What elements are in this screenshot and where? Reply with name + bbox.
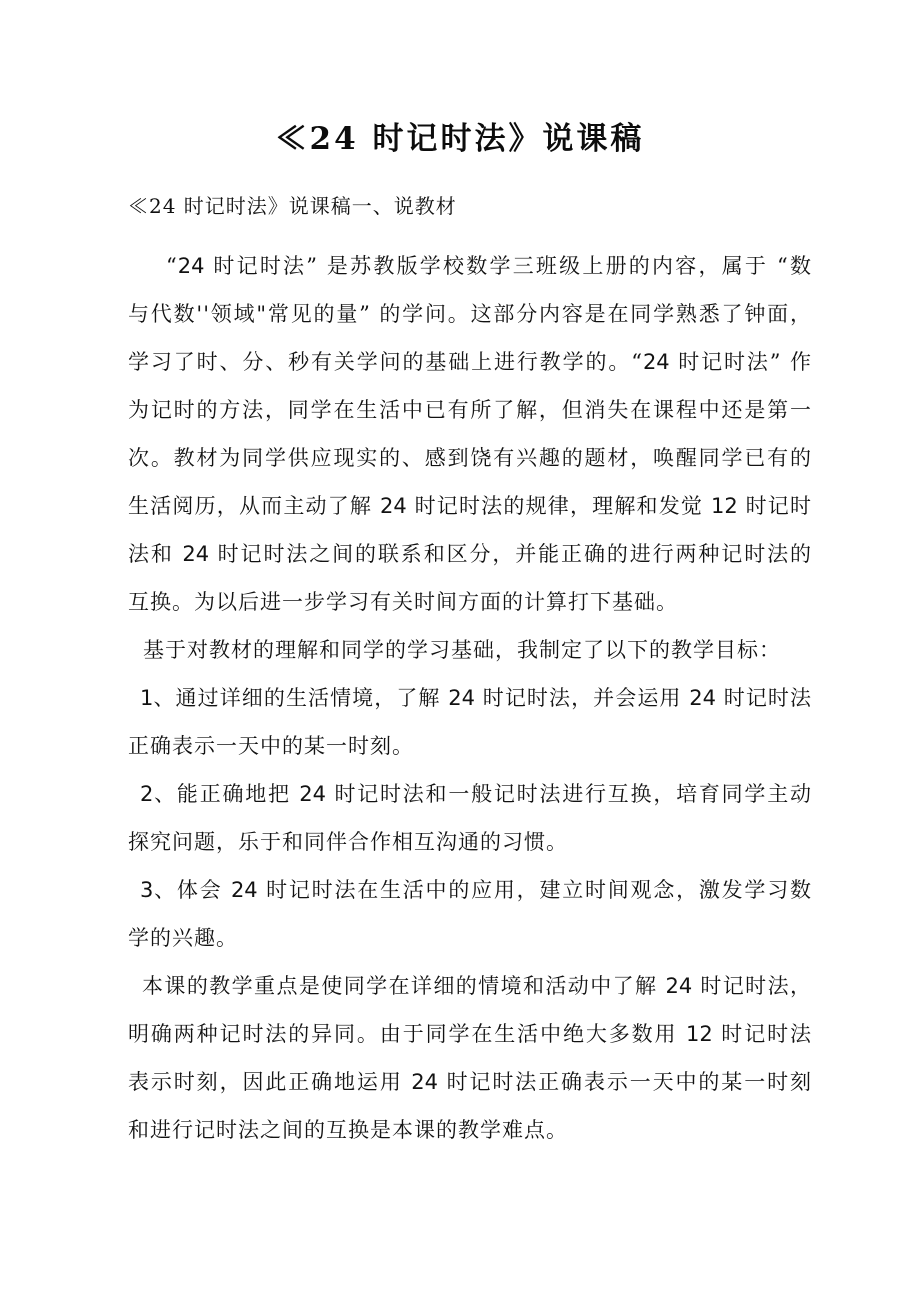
document-subtitle: ≪24 时记时法》说课稿一、说教材 — [128, 194, 457, 218]
para-key-difficult-points — [128, 962, 812, 1154]
text-line: 明确两种记时法的异同。由于同学在生活中绝大多数用 12 时记时法 — [128, 1022, 812, 1046]
numeral: 24 — [665, 974, 693, 998]
text-line: 互换。为以后进一步学习有关时间方面的计算打下基础。 — [128, 590, 678, 614]
numeral: 24 — [177, 254, 205, 278]
numeral: 12 — [686, 1022, 713, 1046]
para-goals-intro — [128, 626, 812, 674]
numeral: 1 — [140, 686, 154, 710]
numeral: 2 — [140, 782, 154, 806]
text-line: 1、通过详细的生活情境，了解 24 时记时法，并会运用 24 时记时法 — [140, 686, 812, 710]
para-goal-1 — [128, 674, 812, 770]
text-line: 探究问题，乐于和同伴合作相互沟通的习惯。 — [128, 830, 568, 854]
text-line: 学的兴趣。 — [128, 926, 238, 950]
document-body — [128, 242, 812, 1154]
numeral: 24 — [380, 494, 407, 518]
text-line: 2、能正确地把 24 时记时法和一般记时法进行互换，培育同学主动 — [140, 782, 812, 806]
numeral: 24 — [448, 686, 475, 710]
para-goal-2 — [128, 770, 812, 866]
numeral: 24 — [411, 1070, 439, 1094]
numeral: 3 — [140, 878, 154, 902]
numeral: 24 — [689, 686, 716, 710]
numeral: 12 — [710, 494, 738, 518]
text-line: 表示时刻，因此正确地运用 24 时记时法正确表示一天中的某一时刻 — [128, 1070, 812, 1094]
text-line: 3、体会 24 时记时法在生活中的应用，建立时间观念，激发学习数 — [140, 878, 812, 902]
numeral: 24 — [642, 350, 670, 374]
document-title: ≪24 时记时法》说课稿 — [275, 121, 645, 157]
para-textbook-overview — [128, 242, 812, 626]
numeral: 24 — [182, 542, 210, 566]
text-line: 学习了时、分、秒有关学问的基础上进行教学的。“24 时记时法” 作 — [128, 350, 812, 374]
text-line: 本课的教学重点是使同学在详细的情境和活动中了解 24 时记时法， — [142, 974, 812, 998]
numeral: 24 — [230, 878, 258, 902]
text-line: 与代数''领域"常见的量” 的学问。这部分内容是在同学熟悉了钟面， — [128, 302, 812, 326]
text-line: “24 时记时法” 是苏教版学校数学三班级上册的内容，属于 “数 — [166, 254, 812, 278]
text-line: 生活阅历，从而主动了解 24 时记时法的规律，理解和发觉 12 时记时 — [128, 494, 812, 518]
numeral: 24 — [299, 782, 326, 806]
text-line: 次。教材为同学供应现实的、感到饶有兴趣的题材，唤醒同学已有的 — [128, 446, 812, 470]
text-line: 基于对教材的理解和同学的学习基础，我制定了以下的教学目标： — [143, 638, 781, 662]
text-line: 法和 24 时记时法之间的联系和区分，并能正确的进行两种记时法的 — [128, 542, 812, 566]
text-line: 正确表示一天中的某一时刻。 — [128, 734, 414, 758]
para-goal-3 — [128, 866, 812, 962]
text-line: 和进行记时法之间的互换是本课的教学难点。 — [128, 1118, 568, 1142]
text-line: 为记时的方法，同学在生活中已有所了解，但消失在课程中还是第一 — [128, 398, 812, 422]
